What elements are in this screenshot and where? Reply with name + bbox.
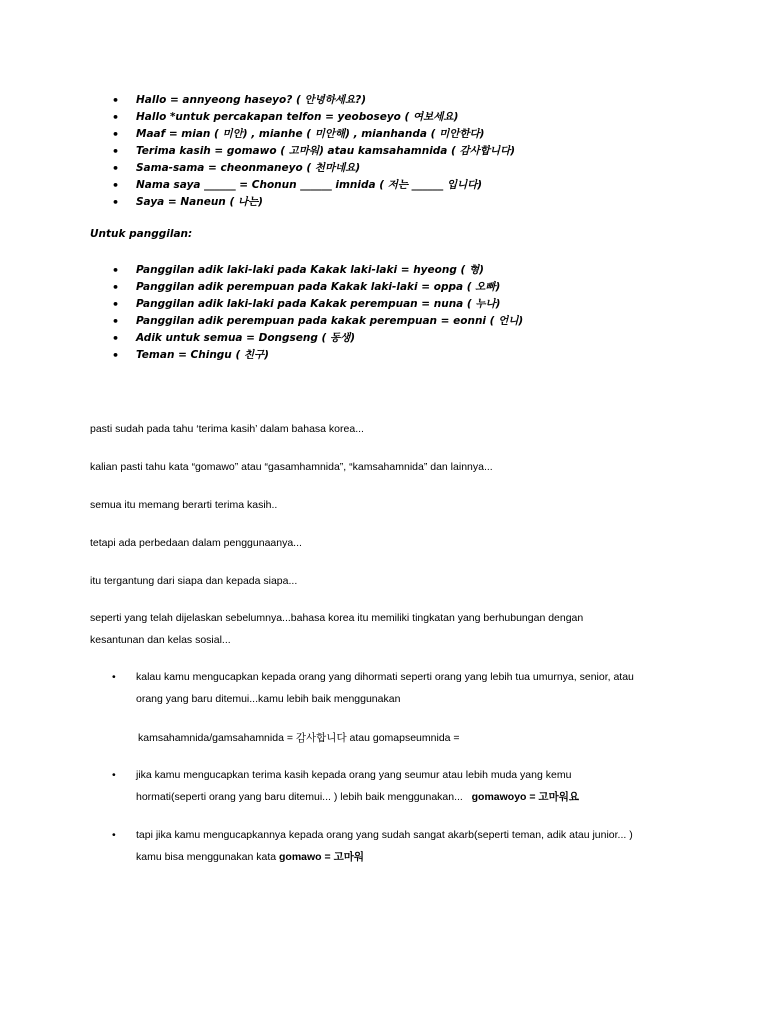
list-item: • Hallo = annyeong haseyo? ( 안녕하세요?)	[112, 94, 367, 107]
paragraph: seperti yang telah dijelaskan sebelumnya...bahasa korea itu memiliki tingkatan yang berhubungan dengan	[90, 612, 584, 624]
bullet-icon: •	[112, 111, 120, 124]
bullet-icon: •	[112, 196, 120, 209]
list-item: • Hallo *untuk percakapan telfon = yeoboseyo ( 여보세요)	[112, 111, 459, 124]
bullet-icon: •	[112, 829, 116, 841]
greetings-list	[112, 92, 515, 211]
bullet-icon: •	[112, 298, 120, 311]
paragraph: pasti sudah pada tahu ‘terima kasih’ dalam bahasa korea...	[90, 423, 364, 435]
list-item: • Adik untuk semua = Dongseng ( 동생)	[112, 332, 356, 345]
usage-list	[112, 824, 633, 868]
bullet-icon: •	[112, 349, 120, 362]
bullet-icon: •	[112, 332, 120, 345]
bullet-icon: •	[112, 128, 120, 141]
list-item: • jika kamu mengucapkan terima kasih kepada orang yang seumur atau lebih muda yang kemu hormati(seperti orang yang baru ditemui... ) lebih baik menggunakan... gomawoyo = 고마워요	[112, 764, 579, 808]
bullet-icon: •	[112, 145, 120, 158]
bullet-icon: •	[112, 162, 120, 175]
list-item: • Sama-sama = cheonmaneyo ( 천마네요)	[112, 162, 361, 175]
usage-example: kamsahamnida/gamsahamnida = 감사합니다 atau gomapseumnida =	[138, 732, 460, 744]
paragraph: semua itu memang berarti terima kasih..	[90, 499, 278, 511]
bullet-icon: •	[112, 264, 120, 277]
list-item: • Nama saya ______ = Chonun ______ imnida ( 저는 ______ 입니다)	[112, 179, 483, 192]
paragraph: itu tergantung dari siapa dan kepada siapa...	[90, 575, 298, 587]
paragraph: kalian pasti tahu kata “gomawo” atau “gasamhamnida”, “kamsahamnida” dan lainnya...	[90, 461, 493, 473]
list-item: • Saya = Naneun ( 나는)	[112, 196, 263, 209]
bullet-icon: •	[112, 315, 120, 328]
list-item: • Terima kasih = gomawo ( 고마워) atau kamsahamnida ( 감사합니다)	[112, 145, 516, 158]
list-item: • Panggilan adik perempuan pada Kakak laki-laki = oppa ( 오빠)	[112, 281, 501, 294]
list-item: • Teman = Chingu ( 친구)	[112, 349, 269, 362]
paragraph: tetapi ada perbedaan dalam penggunaanya...	[90, 537, 302, 549]
bullet-icon: •	[112, 671, 116, 683]
paragraph: kesantunan dan kelas sosial...	[90, 634, 231, 646]
list-item: • kalau kamu mengucapkan kepada orang yang dihormati seperti orang yang lebih tua umurnya, senior, atau orang yang baru ditemui...kamu lebih baik menggunakan	[112, 666, 634, 710]
bullet-icon: •	[112, 281, 120, 294]
bullet-icon: •	[112, 769, 116, 781]
usage-list	[112, 666, 634, 710]
list-item: • tapi jika kamu mengucapkannya kepada orang yang sudah sangat akarb(seperti teman, adik atau junior... ) kamu bisa menggunakan kata gomawo = 고마워	[112, 824, 633, 868]
list-item: • Panggilan adik laki-laki pada Kakak perempuan = nuna ( 누나)	[112, 298, 501, 311]
bullet-icon: •	[112, 179, 120, 192]
list-item: • Maaf = mian ( 미안) , mianhe ( 미안해) , mianhanda ( 미안한다)	[112, 128, 485, 141]
section-heading: Untuk panggilan:	[90, 228, 193, 240]
list-item: • Panggilan adik perempuan pada kakak perempuan = eonni ( 언니)	[112, 315, 524, 328]
keyword: gomawo = 고마워	[279, 851, 364, 863]
bullet-icon: •	[112, 94, 120, 107]
callings-list	[112, 262, 523, 364]
keyword: gomawoyo = 고마워요	[471, 791, 580, 803]
usage-list	[112, 764, 579, 808]
list-item: • Panggilan adik laki-laki pada Kakak laki-laki = hyeong ( 형)	[112, 264, 484, 277]
